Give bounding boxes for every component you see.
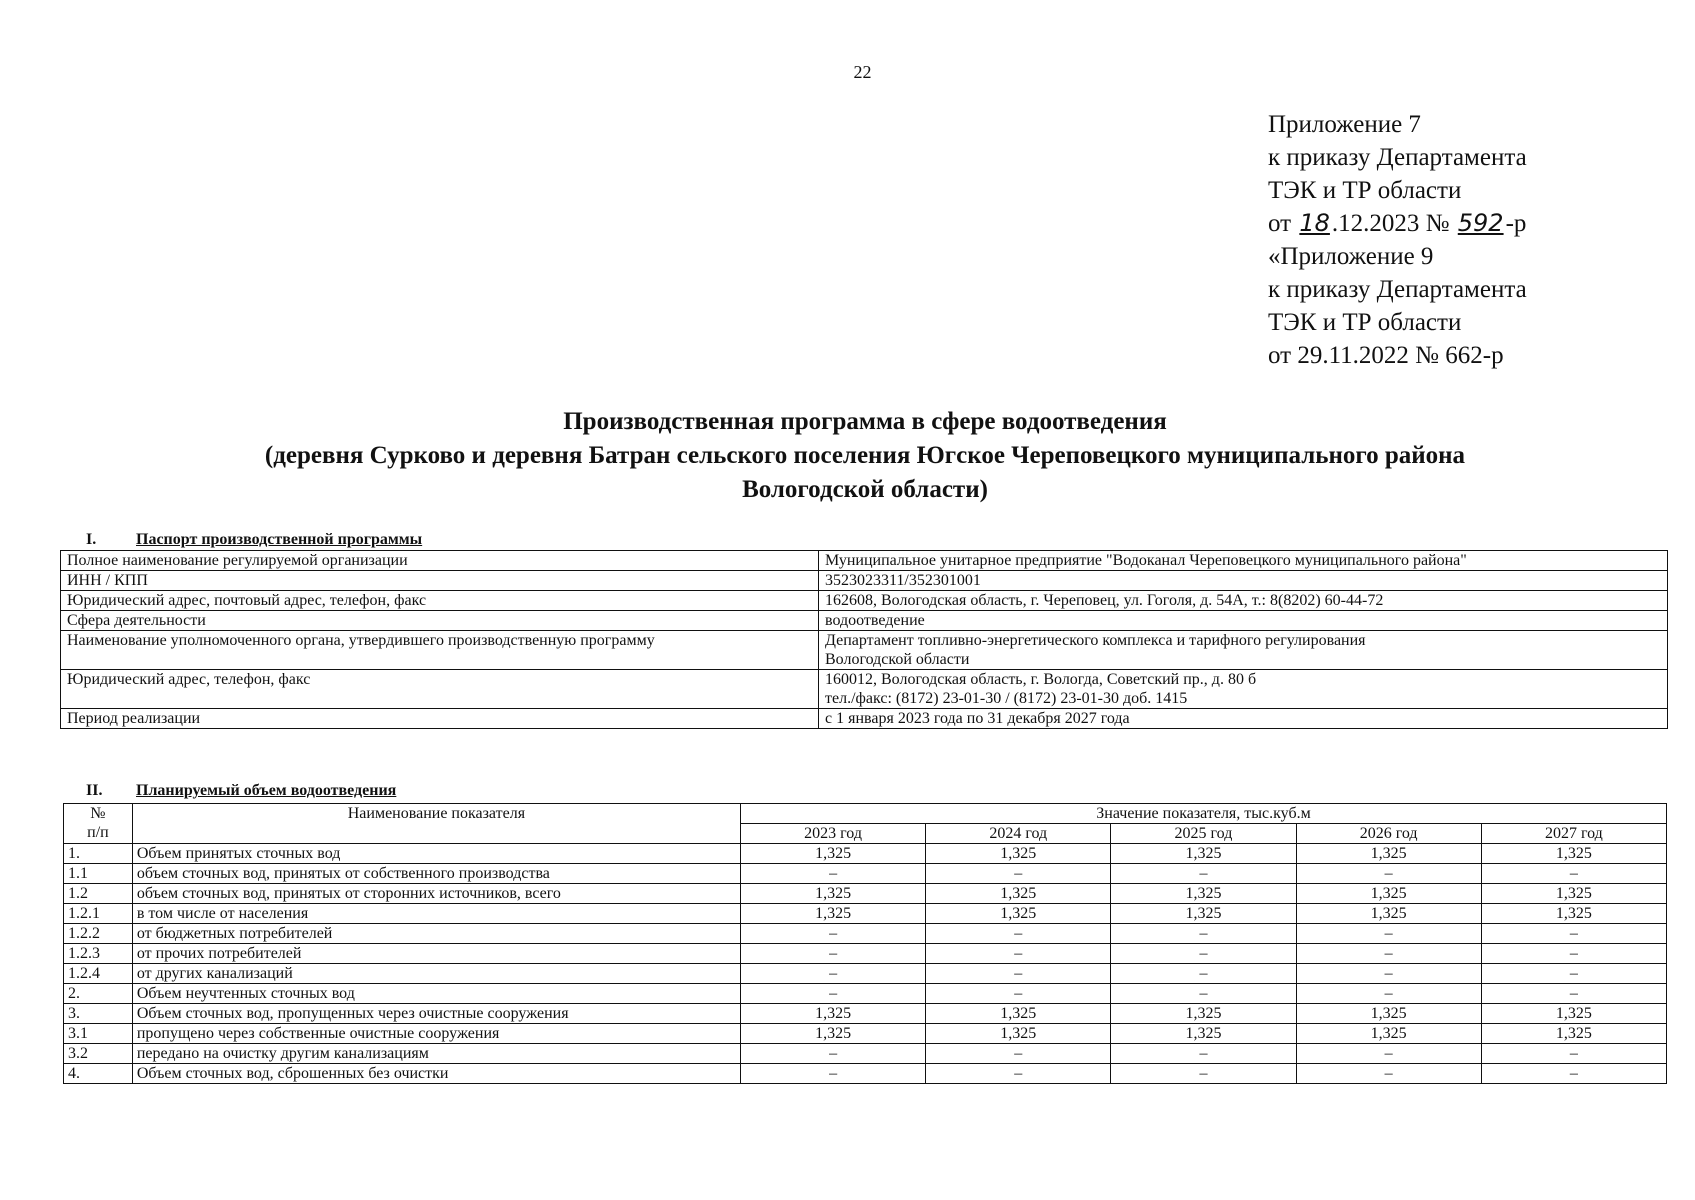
header-year: 2026 год: [1296, 824, 1481, 844]
row-value: 1,325: [1296, 844, 1481, 864]
row-name: от бюджетных потребителей: [132, 924, 740, 944]
passport-value: [819, 670, 1668, 709]
row-value: 1,325: [926, 904, 1111, 924]
row-number: 1.2.4: [64, 964, 133, 984]
section1-number: I.: [86, 531, 97, 548]
row-value: 1,325: [1296, 1004, 1481, 1024]
document-title: [100, 405, 1630, 507]
page-number: 22: [853, 62, 872, 82]
passport-label: ИНН / КПП: [61, 571, 819, 591]
row-name: Объем сточных вод, сброшенных без очистки: [132, 1064, 740, 1084]
row-value: –: [926, 984, 1111, 1004]
row-value: 1,325: [1111, 1004, 1296, 1024]
section1-heading: [86, 531, 422, 549]
row-value: –: [1111, 1064, 1296, 1084]
header-num: [64, 804, 133, 844]
row-value: –: [926, 944, 1111, 964]
passport-row: [61, 571, 1668, 591]
order-suffix: -р: [1505, 210, 1527, 237]
table-row: [64, 864, 1667, 884]
handwritten-number: 592: [1457, 209, 1504, 237]
row-name: Объем неучтенных сточных вод: [132, 984, 740, 1004]
passport-value: [819, 631, 1668, 670]
row-name: объем сточных вод, принятых от сторонних источников, всего: [132, 884, 740, 904]
table-row: [64, 924, 1667, 944]
row-number: 1.1: [64, 864, 133, 884]
row-number: 4.: [64, 1064, 133, 1084]
row-number: 1.2: [64, 884, 133, 904]
section2-title: Планируемый объем водоотведения: [136, 782, 397, 799]
row-value: 1,325: [1111, 904, 1296, 924]
header-year: 2027 год: [1481, 824, 1666, 844]
passport-value-line: тел./факс: (8172) 23-01-30 / (8172) 23-01-30 доб. 1415: [825, 690, 1188, 707]
passport-value: [819, 571, 1668, 591]
row-value: –: [1296, 984, 1481, 1004]
row-value: –: [926, 864, 1111, 884]
appendix-block: [1268, 108, 1527, 372]
row-value: –: [1111, 984, 1296, 1004]
passport-value: [819, 591, 1668, 611]
header-values-group: Значение показателя, тыс.куб.м: [740, 804, 1666, 824]
section2-number: II.: [86, 782, 103, 799]
row-value: –: [1481, 924, 1666, 944]
table-row: [64, 1044, 1667, 1064]
row-value: –: [926, 964, 1111, 984]
appendix-line: от 29.11.2022 № 662-р: [1268, 342, 1504, 369]
row-value: –: [740, 864, 925, 884]
table-row: [64, 984, 1667, 1004]
passport-value-line: с 1 января 2023 года по 31 декабря 2027 года: [825, 710, 1130, 727]
row-value: 1,325: [926, 1024, 1111, 1044]
header-num-line2: п/п: [87, 824, 109, 841]
passport-value-line: водоотведение: [825, 612, 925, 629]
row-name: от прочих потребителей: [132, 944, 740, 964]
passport-label: Сфера деятельности: [61, 611, 819, 631]
row-value: –: [1111, 864, 1296, 884]
table-row: [64, 964, 1667, 984]
passport-row: [61, 611, 1668, 631]
appendix-line: ТЭК и ТР области: [1268, 177, 1462, 204]
appendix-line: Приложение 7: [1268, 111, 1421, 138]
appendix-order-line: [1268, 207, 1527, 240]
row-value: –: [740, 1044, 925, 1064]
row-value: 1,325: [740, 844, 925, 864]
row-value: 1,325: [926, 844, 1111, 864]
row-name: передано на очистку другим канализациям: [132, 1044, 740, 1064]
row-value: –: [1481, 864, 1666, 884]
passport-row: [61, 670, 1668, 709]
passport-value-line: Муниципальное унитарное предприятие "Водоканал Череповецкого муниципального района": [825, 552, 1467, 569]
section2-heading: [86, 782, 396, 800]
row-value: –: [926, 1064, 1111, 1084]
appendix-line: к приказу Департамента: [1268, 144, 1527, 171]
passport-value-line: 3523023311/352301001: [825, 572, 981, 589]
section1-title: Паспорт производственной программы: [136, 531, 423, 548]
passport-value-line: Вологодской области: [825, 651, 970, 668]
row-value: –: [1111, 924, 1296, 944]
header-year: 2023 год: [740, 824, 925, 844]
passport-label: Юридический адрес, телефон, факс: [61, 670, 819, 709]
row-number: 1.2.1: [64, 904, 133, 924]
row-number: 3.2: [64, 1044, 133, 1064]
appendix-line: ТЭК и ТР области: [1268, 309, 1462, 336]
table-row: [64, 1004, 1667, 1024]
row-value: 1,325: [740, 1004, 925, 1024]
header-name: Наименование показателя: [132, 804, 740, 844]
passport-label: Период реализации: [61, 709, 819, 729]
row-value: 1,325: [740, 884, 925, 904]
volume-table: [63, 803, 1667, 1084]
row-name: пропущено через собственные очистные сооружения: [132, 1024, 740, 1044]
order-prefix: от: [1268, 210, 1292, 237]
table-row: [64, 1064, 1667, 1084]
row-value: –: [1296, 1044, 1481, 1064]
table-row: [64, 1024, 1667, 1044]
row-value: 1,325: [1111, 1024, 1296, 1044]
row-value: 1,325: [1481, 904, 1666, 924]
appendix-line: «Приложение 9: [1268, 243, 1434, 270]
order-middle: .12.2023 №: [1331, 210, 1450, 237]
row-value: –: [1481, 1044, 1666, 1064]
row-number: 1.2.3: [64, 944, 133, 964]
row-value: –: [740, 924, 925, 944]
passport-value-line: Департамент топливно-энергетического комплекса и тарифного регулирования: [825, 632, 1366, 649]
row-value: –: [740, 964, 925, 984]
row-value: –: [1296, 944, 1481, 964]
passport-row: [61, 709, 1668, 729]
handwritten-day: 18: [1299, 209, 1330, 237]
passport-value: [819, 709, 1668, 729]
row-value: –: [740, 984, 925, 1004]
header-num-line1: №: [90, 805, 106, 822]
row-value: –: [740, 944, 925, 964]
table-row: [64, 884, 1667, 904]
passport-value-line: 160012, Вологодская область, г. Вологда, Советский пр., д. 80 б: [825, 671, 1257, 688]
title-line: (деревня Сурково и деревня Батран сельского поселения Югское Череповецкого муниципального района: [264, 442, 1466, 469]
passport-value: [819, 611, 1668, 631]
row-value: 1,325: [1296, 884, 1481, 904]
header-year: 2025 год: [1111, 824, 1296, 844]
row-value: 1,325: [1481, 884, 1666, 904]
row-name: в том числе от населения: [132, 904, 740, 924]
passport-row: [61, 591, 1668, 611]
passport-row: [61, 551, 1668, 571]
row-name: Объем принятых сточных вод: [132, 844, 740, 864]
row-value: –: [1481, 1064, 1666, 1084]
appendix-line: к приказу Департамента: [1268, 276, 1527, 303]
table-row: [64, 944, 1667, 964]
row-value: 1,325: [1111, 884, 1296, 904]
table-row: [64, 904, 1667, 924]
row-value: –: [926, 924, 1111, 944]
row-name: объем сточных вод, принятых от собственного производства: [132, 864, 740, 884]
table-row: [64, 844, 1667, 864]
passport-value: [819, 551, 1668, 571]
row-value: –: [1481, 964, 1666, 984]
row-value: 1,325: [1296, 904, 1481, 924]
row-value: –: [1111, 964, 1296, 984]
title-line: Производственная программа в сфере водоотведения: [563, 408, 1167, 435]
row-value: 1,325: [1481, 844, 1666, 864]
row-name: от других канализаций: [132, 964, 740, 984]
row-value: 1,325: [1481, 1004, 1666, 1024]
row-value: 1,325: [1296, 1024, 1481, 1044]
row-value: –: [1481, 984, 1666, 1004]
title-line: Вологодской области): [742, 476, 988, 503]
passport-table: [60, 550, 1668, 729]
row-value: 1,325: [740, 904, 925, 924]
row-number: 3.1: [64, 1024, 133, 1044]
row-value: –: [1296, 924, 1481, 944]
row-value: 1,325: [740, 1024, 925, 1044]
row-name: Объем сточных вод, пропущенных через очистные сооружения: [132, 1004, 740, 1024]
row-value: 1,325: [926, 884, 1111, 904]
passport-label: Наименование уполномоченного органа, утвердившего производственную программу: [61, 631, 819, 670]
row-number: 1.: [64, 844, 133, 864]
row-value: –: [1296, 1064, 1481, 1084]
passport-label: Полное наименование регулируемой организации: [61, 551, 819, 571]
row-number: 3.: [64, 1004, 133, 1024]
row-number: 2.: [64, 984, 133, 1004]
header-year: 2024 год: [926, 824, 1111, 844]
passport-value-line: 162608, Вологодская область, г. Череповец, ул. Гоголя, д. 54А, т.: 8(8202) 60-44-72: [825, 592, 1384, 609]
row-number: 1.2.2: [64, 924, 133, 944]
row-value: –: [1111, 1044, 1296, 1064]
row-value: –: [1296, 964, 1481, 984]
row-value: –: [1481, 944, 1666, 964]
row-value: –: [1111, 944, 1296, 964]
row-value: 1,325: [1481, 1024, 1666, 1044]
row-value: –: [740, 1064, 925, 1084]
row-value: 1,325: [926, 1004, 1111, 1024]
row-value: –: [926, 1044, 1111, 1064]
row-value: 1,325: [1111, 844, 1296, 864]
passport-row: [61, 631, 1668, 670]
row-value: –: [1296, 864, 1481, 884]
passport-label: Юридический адрес, почтовый адрес, телефон, факс: [61, 591, 819, 611]
